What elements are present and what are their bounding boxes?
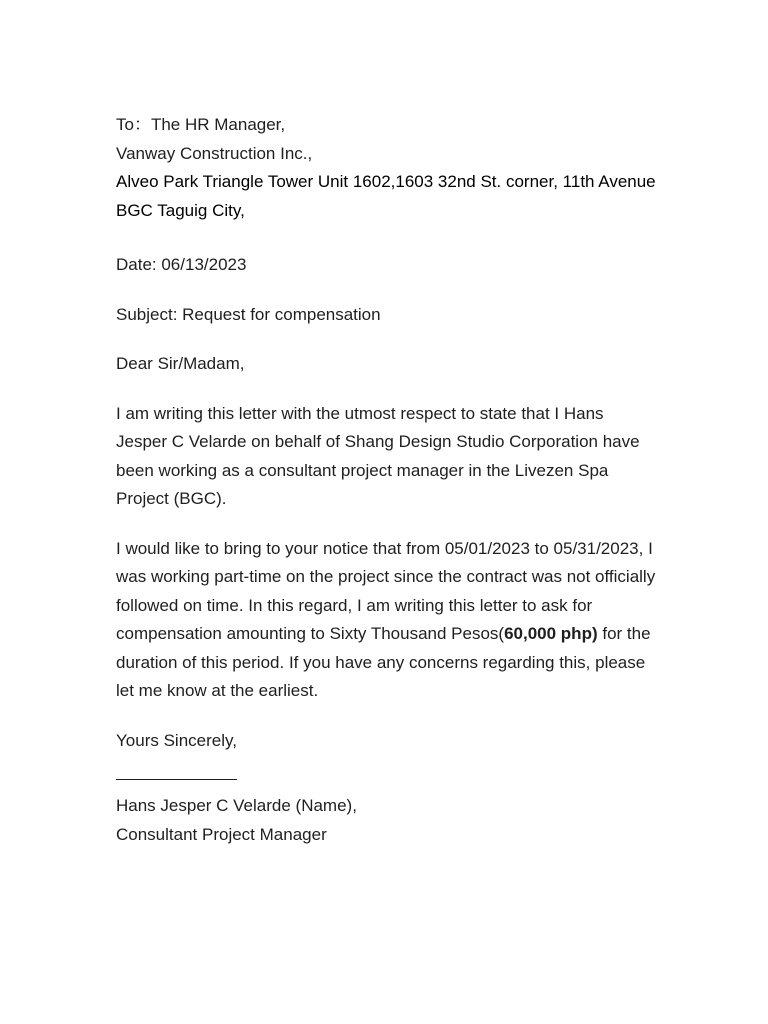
compensation-text: compensation amounting to Sixty Thousand Pesos( xyxy=(116,624,505,643)
paragraph-2-line: duration of this period. If you have any concerns regarding this, please xyxy=(116,652,646,672)
paragraph-1 xyxy=(116,400,661,514)
paragraph-1-line: I am writing this letter with the utmost respect to state that I Hans xyxy=(116,403,604,423)
paragraph-1-line: Jesper C Velarde on behalf of Shang Design Studio Corporation have xyxy=(116,432,640,451)
recipient-to-line: To：The HR Manager, xyxy=(116,115,286,134)
salutation: Dear Sir/Madam, xyxy=(116,354,245,373)
date-line: Date: 06/13/2023 xyxy=(116,255,247,274)
signature-name: Hans Jesper C Velarde (Name), xyxy=(116,796,357,815)
paragraph-2 xyxy=(116,535,661,706)
closing: Yours Sincerely, xyxy=(116,730,237,750)
paragraph-2-line: followed on time. In this regard, I am writing this letter to ask for xyxy=(116,595,593,615)
paragraph-1-line: Project (BGC). xyxy=(116,489,227,508)
recipient-address-line2: BGC Taguig City, xyxy=(116,200,245,220)
letter-body xyxy=(116,111,661,849)
compensation-amount: 60,000 php) xyxy=(504,624,598,643)
subject-line: Subject: Request for compensation xyxy=(116,304,381,324)
paragraph-2-line: I would like to bring to your notice that from 05/01/2023 to 05/31/2023, I xyxy=(116,538,653,558)
paragraph-2-line-compensation xyxy=(116,620,661,649)
compensation-text-end: for the xyxy=(597,624,651,643)
signature-title: Consultant Project Manager xyxy=(116,824,327,844)
paragraph-1-line: been working as a consultant project manager in the Livezen Spa xyxy=(116,460,609,480)
recipient-company: Vanway Construction Inc., xyxy=(116,143,313,163)
paragraph-2-line: let me know at the earliest. xyxy=(116,681,319,700)
recipient-address-line1: Alveo Park Triangle Tower Unit 1602,1603 32nd St. corner, 11th Avenue xyxy=(116,172,656,191)
signature-line xyxy=(116,779,237,780)
paragraph-2-line: was working part-time on the project since the contract was not officially xyxy=(116,567,656,586)
